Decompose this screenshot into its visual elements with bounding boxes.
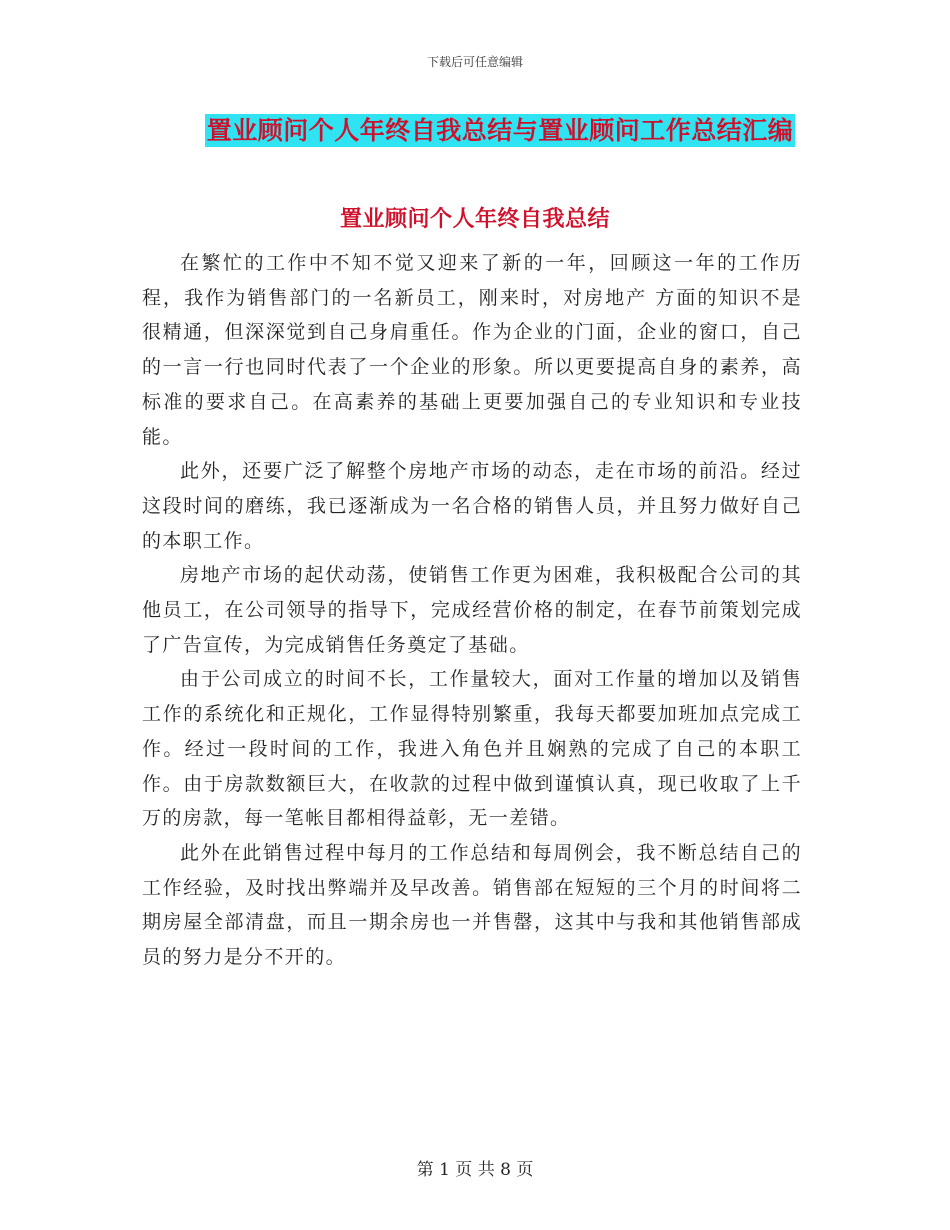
paragraph: 此外在此销售过程中每月的工作总结和每周例会，我不断总结自己的工作经验，及时找出弊端并及早改善。销售部在短短的三个月的时间将二期房屋全部清盘，而且一期余房也一并售罄，这其中与我和其他销售部成员的努力是分不开的。 bbox=[142, 841, 802, 969]
main-title: 置业顾问个人年终自我总结与置业顾问工作总结汇编 bbox=[206, 116, 794, 145]
paragraph: 房地产市场的起伏动荡，使销售工作更为困难，我积极配合公司的其他员工，在公司领导的指导下，完成经营价格的制定，在春节前策划完成了广告宣传，为完成销售任务奠定了基础。 bbox=[142, 564, 802, 656]
paragraph: 由于公司成立的时间不长，工作量较大，面对工作量的增加以及销售工作的系统化和正规化，工作显得特别繁重，我每天都要加班加点完成工作。经过一段时间的工作，我进入角色并且娴熟的完成了自己的本职工作。由于房款数额巨大，在收款的过程中做到谨慎认真，现已收取了上千万的房款，每一笔帐目都相得益彰，无一差错。 bbox=[142, 668, 802, 830]
section-title: 置业顾问个人年终自我总结 bbox=[339, 206, 610, 232]
paragraph: 此外，还要广泛了解整个房地产市场的动态，走在市场的前沿。经过这段时间的磨练，我已逐渐成为一名合格的销售人员，并且努力做好自己的本职工作。 bbox=[142, 460, 802, 552]
body-text bbox=[142, 246, 802, 975]
main-title-container bbox=[0, 114, 950, 147]
page-footer: 第 1 页 共 8 页 bbox=[416, 1160, 534, 1180]
paragraph: 在繁忙的工作中不知不觉又迎来了新的一年，回顾这一年的工作历程，我作为销售部门的一名新员工，刚来时，对房地产 方面的知识不是很精通，但深深觉到自己身肩重任。作为企业的门面，企业的窗口，自己的一言一行也同时代表了一个企业的形象。所以更要提高自身的素养，高标准的要求自己。在高素养的基础上更要加强自己的专业知识和专业技能。 bbox=[142, 252, 802, 448]
page-header-note: 下载后可任意编辑 bbox=[426, 55, 523, 69]
